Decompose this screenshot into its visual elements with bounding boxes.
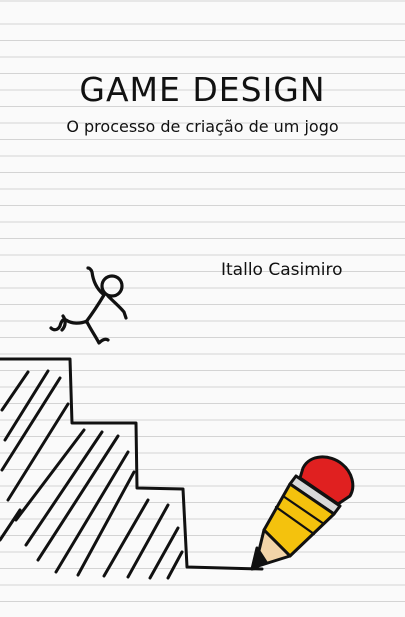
cover-subtitle: O processo de criação de um jogo — [66, 117, 339, 136]
stick-figure-icon — [51, 268, 126, 343]
pencil-icon — [252, 457, 353, 569]
cover-author: Itallo Casimiro — [221, 260, 343, 280]
cover-title: GAME DESIGN — [79, 70, 326, 109]
staircase-drawing — [0, 359, 262, 578]
